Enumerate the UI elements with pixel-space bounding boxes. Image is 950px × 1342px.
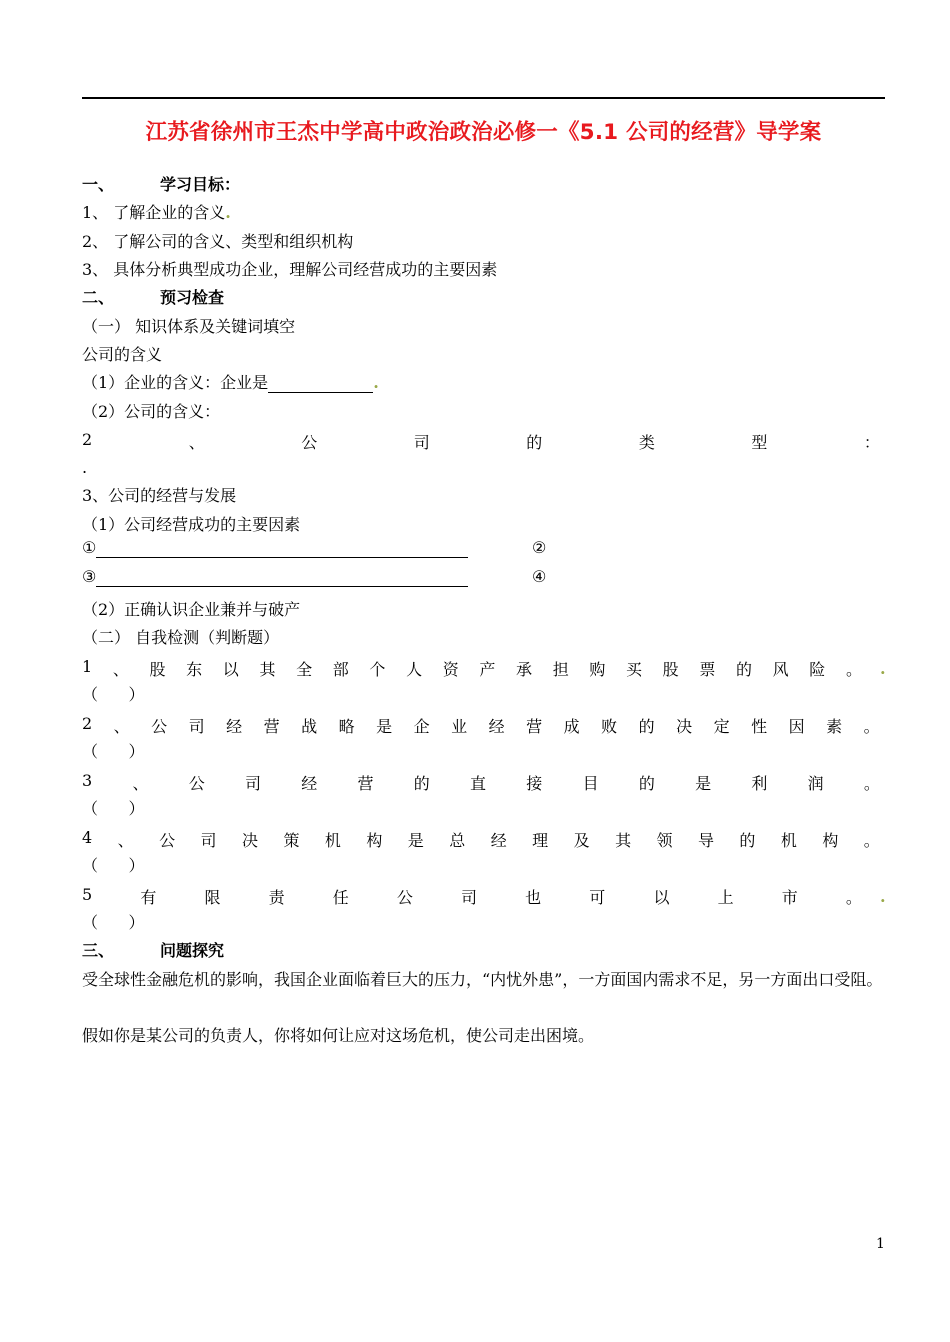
statement-char: 业 — [451, 717, 468, 736]
fill-question: （2）正确认识企业兼并与破产 — [82, 600, 301, 619]
statement-char: 承 — [516, 660, 533, 679]
statement-char: 担 — [552, 660, 569, 679]
ink-mark: . — [880, 659, 886, 678]
statement-char: 接 — [526, 774, 543, 793]
statement-char: 策 — [283, 831, 300, 850]
statement-char: 。 — [845, 888, 862, 907]
statement-char: 任 — [332, 888, 349, 907]
statement-char: 可 — [589, 888, 606, 907]
statement-char: 润 — [807, 774, 824, 793]
statement-char: 是 — [695, 774, 712, 793]
spread-char: 型 — [751, 433, 768, 452]
statement-char: 经 — [488, 717, 505, 736]
statement-char: 股 — [662, 660, 679, 679]
statement-char: 性 — [751, 717, 768, 736]
spread-char: 、 — [188, 433, 205, 452]
section-heading-inquiry: 三、 问题探究 — [82, 941, 225, 960]
fill-question: （2）公司的含义： — [82, 402, 221, 421]
statement-char: 1 — [82, 657, 93, 676]
answer-parentheses[interactable]: （ ） — [82, 856, 145, 875]
statement-char: 司 — [188, 717, 205, 736]
statement-char: 决 — [241, 831, 258, 850]
statement-char: 营 — [526, 717, 543, 736]
statement-char: 产 — [479, 660, 496, 679]
statement-char: 东 — [186, 660, 203, 679]
statement-char: 。 — [863, 717, 880, 736]
statement-char: 司 — [244, 774, 261, 793]
answer-blank[interactable] — [96, 586, 468, 587]
statement-char: 定 — [713, 717, 730, 736]
statement-char: 总 — [449, 831, 466, 850]
factor-row: ① — [82, 538, 468, 558]
statement-char: 经 — [490, 831, 507, 850]
answer-parentheses[interactable]: （ ） — [82, 742, 145, 761]
spread-char: 公 — [301, 433, 318, 452]
topic-label: 3、公司的经营与发展 — [82, 486, 237, 505]
statement-char: 战 — [301, 717, 318, 736]
statement-char: 决 — [676, 717, 693, 736]
goal-item: 3、 具体分析典型成功企业，理解公司经营成功的主要因素 — [82, 260, 498, 279]
spread-char: 司 — [413, 433, 430, 452]
section-heading-goals: 一、 学习目标： — [82, 175, 241, 194]
statement-char: 买 — [626, 660, 643, 679]
statement-char: 利 — [751, 774, 768, 793]
statement-char: 构 — [366, 831, 383, 850]
statement-char: 限 — [204, 888, 221, 907]
statement-char: 、 — [112, 660, 129, 679]
statement-char: 2 — [82, 714, 93, 733]
statement-char: 公 — [151, 717, 168, 736]
fill-question: （1）企业的含义：企业是 . — [82, 373, 379, 392]
statement-char: 的 — [735, 660, 752, 679]
statement-char: 机 — [324, 831, 341, 850]
statement-char: 公 — [188, 774, 205, 793]
statement-char: 以 — [222, 660, 239, 679]
statement-char: 购 — [589, 660, 606, 679]
statement-char: 股 — [149, 660, 166, 679]
statement-char: 票 — [699, 660, 716, 679]
subsection-heading: （二） 自我检测（判断题） — [82, 628, 280, 647]
statement-char: 企 — [413, 717, 430, 736]
factor-row: ③ — [82, 567, 468, 587]
ink-mark: . — [880, 887, 886, 906]
header-rule — [82, 97, 885, 99]
statement-char: 公 — [159, 831, 176, 850]
statement-char: 的 — [413, 774, 430, 793]
statement-char: 经 — [226, 717, 243, 736]
goal-item: 2、 了解公司的含义、类型和组织机构 — [82, 232, 354, 251]
statement-char: 也 — [525, 888, 542, 907]
statement-char: 全 — [296, 660, 313, 679]
statement-char: 上 — [717, 888, 734, 907]
statement-char: 4 — [82, 828, 93, 847]
statement-char: 风 — [772, 660, 789, 679]
statement-char: 个 — [369, 660, 386, 679]
statement-char: 。 — [863, 831, 880, 850]
statement-char: 以 — [653, 888, 670, 907]
statement-char: 。 — [863, 774, 880, 793]
statement-char: 、 — [117, 831, 134, 850]
section-heading-preview: 二、 预习检查 — [82, 288, 225, 307]
spread-char: ： — [863, 433, 880, 452]
statement-char: 、 — [113, 717, 130, 736]
spread-char: 类 — [638, 433, 655, 452]
statement-char: 构 — [822, 831, 839, 850]
statement-char: 部 — [332, 660, 349, 679]
statement-char: 营 — [263, 717, 280, 736]
goal-item: 1、 了解企业的含义. — [82, 203, 231, 222]
inquiry-question: 假如你是某公司的负责人，你将如何让应对这场危机，使公司走出困境。 — [82, 1026, 595, 1045]
statement-char: 5 — [82, 885, 93, 904]
statement-char: 因 — [788, 717, 805, 736]
factor-marker: ④ — [532, 567, 547, 586]
statement-char: 3 — [82, 771, 93, 790]
page-number: 1 — [876, 1236, 885, 1252]
answer-parentheses[interactable]: （ ） — [82, 913, 145, 932]
statement-char: 资 — [442, 660, 459, 679]
company-types-line — [82, 430, 880, 453]
statement-char: 是 — [407, 831, 424, 850]
statement-char: 营 — [357, 774, 374, 793]
inquiry-paragraph: 受全球性金融危机的影响，我国企业面临着巨大的压力，“内忧外患”，一方面国内需求不足，另一方面出口受阻。 — [82, 970, 883, 989]
statement-char: 的 — [739, 831, 756, 850]
answer-parentheses[interactable]: （ ） — [82, 685, 145, 704]
statement-char: 理 — [532, 831, 549, 850]
statement-char: 其 — [615, 831, 632, 850]
statement-char: 市 — [781, 888, 798, 907]
statement-char: 的 — [638, 774, 655, 793]
statement-char: 略 — [338, 717, 355, 736]
statement-char: 成 — [563, 717, 580, 736]
statement-char: 素 — [826, 717, 843, 736]
answer-blank[interactable] — [268, 392, 373, 393]
statement-char: 其 — [259, 660, 276, 679]
statement-char: 的 — [638, 717, 655, 736]
judgement-statement — [82, 714, 880, 737]
statement-char: 机 — [780, 831, 797, 850]
statement-char: 司 — [461, 888, 478, 907]
statement-char: 、 — [132, 774, 149, 793]
spread-char: 2 — [82, 430, 93, 449]
answer-parentheses[interactable]: （ ） — [82, 799, 145, 818]
fill-question: （1）公司经营成功的主要因素 — [82, 515, 301, 534]
spread-char: 的 — [526, 433, 543, 452]
statement-char: 公 — [396, 888, 413, 907]
answer-blank[interactable] — [96, 557, 468, 558]
statement-char: 司 — [200, 831, 217, 850]
judgement-statement — [82, 657, 862, 680]
continuation-mark: . — [82, 458, 88, 477]
statement-char: 目 — [582, 774, 599, 793]
statement-char: 有 — [140, 888, 157, 907]
statement-char: 人 — [406, 660, 423, 679]
statement-char: 直 — [470, 774, 487, 793]
statement-char: 及 — [573, 831, 590, 850]
judgement-statement — [82, 828, 880, 851]
statement-char: 领 — [656, 831, 673, 850]
statement-char: 导 — [697, 831, 714, 850]
subsection-heading: （一） 知识体系及关键词填空 — [82, 317, 296, 336]
statement-char: 经 — [301, 774, 318, 793]
document-title: 江苏省徐州市王杰中学高中政治政治必修一《5.1 公司的经营》导学案 — [145, 120, 822, 145]
topic-label: 公司的含义 — [82, 345, 163, 364]
statement-char: 败 — [601, 717, 618, 736]
judgement-statement — [82, 771, 880, 794]
statement-char: 责 — [268, 888, 285, 907]
judgement-statement — [82, 885, 862, 908]
factor-marker: ② — [532, 538, 547, 557]
statement-char: 险 — [809, 660, 826, 679]
statement-char: 。 — [845, 660, 862, 679]
statement-char: 是 — [376, 717, 393, 736]
